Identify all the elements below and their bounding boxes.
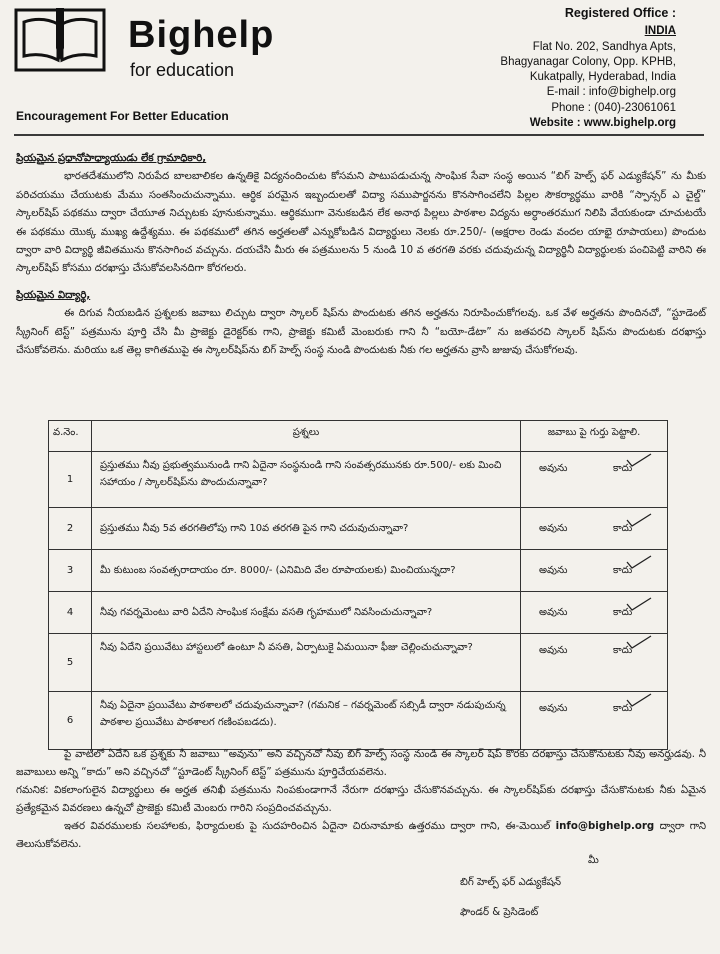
- office-phone: Phone : (040)-23061061: [551, 101, 676, 114]
- address-line: Bhagyanagar Colony, Opp. KPHB,: [500, 55, 676, 68]
- row-number: 1: [49, 452, 92, 508]
- answer-no[interactable]: కాదు: [613, 703, 633, 714]
- sig-organization: బిగ్ హెల్ప్ ఫర్ ఎడ్యుకేషన్: [460, 877, 562, 888]
- check-mark-icon: [625, 692, 653, 708]
- table-row: [49, 634, 668, 692]
- brand-subtitle: for education: [130, 60, 235, 80]
- table-row: [49, 592, 668, 634]
- row-question: ప్రస్తుతము నీవు ప్రభుత్వమునుండి గాని ఏదైనా సంస్థనుండి గాని సంవత్సరమునకు రూ.500/- లకు మించి సహాయం / స్కాలర్‌షిప్‌ను పొందుచున్నావా?: [92, 452, 521, 508]
- answer-no[interactable]: కాదు: [613, 565, 633, 576]
- table-row: [49, 692, 668, 750]
- brand-name: Bighelp: [128, 14, 275, 56]
- letter-paragraph-1: భారతదేశములోని నిరుపేద బాలబాలికల ఉన్నతికై విద్యనందించుట కోసమని పాటుపడుచున్న సాంఘిక సేవా సంస్థ అయిన “బిగ్ హెల్ప్ ఫర్ ఎడ్యుకేషన్” ను మీకు పరిచయము చేయుటకు మేము సంతసించుచున్నాము. ఆర్థిక పరమైన ఇబ్బందులతో విద్యా సముపార్జనను కొనసాగించలేని పిల్లల సౌకర్యార్థము వారికి “స్పాన్సర్ ఎ చైల్డ్” స్కాలర్‌షిప్ పథకము ద్వారా చేయూత నిచ్చుటకు పూనుకున్నాము. ఆర్థికముగా వెనుకబడిన లేక అనాథ పిల్లలు పాఠశాల విద్యను అర్ధాంతరముగ నిలిపి వేయకుండా చూచుటయే ఈ పథకము యొక్క ముఖ్య ఉద్దేశ్యము. ఈ పథకములో తగిన అర్హతలతో ఎన్నుకోబడిన విద్యార్థులు నెలకు రూ.250/- (అక్షరాల రెండు వందల యాభై రూపాయలు) పొందుట ద్వారా వారి విద్యార్థి జీవితమును కొనసాగించ వచ్చును. దయచేసి మీరు ఈ పత్రములను 5 నుండి 10 వ తరగతి వరకు చదువుచున్న విద్యార్థినీ విద్యార్థులకు పంచిపెట్టి వారిని ఈ స్కాలర్‌షిప్ కోసము దరఖాస్తు చేసుకోవలసినదిగా కోరగలరు.: [16, 171, 706, 275]
- sig-designation: ఫౌండర్ & ప్రెసిడెంట్: [460, 907, 539, 918]
- office-title: Registered Office :: [564, 6, 676, 20]
- answer-cell: [521, 452, 668, 508]
- footer-contact: [16, 818, 706, 854]
- answer-yes[interactable]: అవును: [539, 463, 568, 474]
- row-question: నీవు ఏదేని ప్రయివేటు హాస్టలులో ఉంటూ నీ వసతి, ఏర్పాటుకై ఏమయినా ఫీజు చెల్లించుచున్నావా?: [92, 634, 521, 692]
- sig-yours: మీ: [588, 855, 599, 866]
- office-email: E-mail : info@bighelp.org: [546, 86, 676, 99]
- table-row: [49, 508, 668, 550]
- header-divider: [14, 134, 704, 136]
- header-questions: ప్రశ్నలు: [92, 421, 521, 452]
- row-number: 3: [49, 550, 92, 592]
- tagline: Encouragement For Better Education: [16, 109, 229, 123]
- answer-no[interactable]: కాదు: [613, 645, 633, 656]
- table-header-row: [49, 421, 668, 452]
- answer-yes[interactable]: అవును: [539, 523, 568, 534]
- answer-yes[interactable]: అవును: [539, 607, 568, 618]
- answer-yes[interactable]: అవును: [539, 565, 568, 576]
- footer-note: గమనిక: వికలాంగులైన విద్యార్థులు ఈ అర్హత తనిఖీ పత్రమును నింపకుండాగానే నేరుగా దరఖాస్తు చేసుకొనవచ్చును. ఈ స్కాలర్‌షిప్‌కు దరఖాస్తు చేసుకొనుటకు నీకు ఏమైన ప్రత్యేకమైన వివరణలు ఉన్నచో ప్రాజెక్టు కమిటీ మెంబరు గారిని సంప్రదించవచ్చును.: [16, 785, 706, 814]
- contact-email-link[interactable]: info@bighelp.org: [555, 821, 655, 832]
- letter-body: [16, 150, 706, 360]
- salutation-student: ప్రియమైన విద్యార్థి,: [16, 289, 91, 301]
- eligibility-table: [48, 420, 668, 750]
- row-number: 4: [49, 592, 92, 634]
- answer-cell: [521, 634, 668, 692]
- check-mark-icon: [625, 554, 653, 570]
- row-number: 5: [49, 634, 92, 692]
- header-answer: జవాబు పై గుర్తు పెట్టాలి.: [521, 421, 668, 452]
- answer-cell: [521, 692, 668, 750]
- office-country: INDIA: [644, 25, 676, 38]
- footer-paragraph-1: పై వాటిలో ఏదేని ఒక ప్రశ్నకు నీ జవాబు “అవును” అని వచ్చినచో నీవు బిగ్ హెల్ప్ సంస్థ నుండి ఈ స్కాలర్ షిప్ కొరకు దరఖాస్తు చేసుకొనుటకు నీవు అనర్హుడవు. నీ జవాబులు అన్ని “కాదు” అని వచ్చినచో “స్టూడెంట్ స్క్రీనింగ్ టెస్ట్” పత్రమును పూర్తిచేయవలెను.: [16, 749, 706, 778]
- footer-contact-text: ఇతర వివరములకు సలహాలకు, ఫిర్యాదులకు పై సుదహరించిన ఏదైనా చిరునామాకు ఉత్తరము ద్వారా గాని, ఈ-మెయిల్: [64, 821, 551, 832]
- answer-no[interactable]: కాదు: [613, 463, 633, 474]
- table-row: [49, 452, 668, 508]
- check-mark-icon: [625, 596, 653, 612]
- answer-cell: [521, 592, 668, 634]
- check-mark-icon: [625, 512, 653, 528]
- address-line: Flat No. 202, Sandhya Apts,: [532, 40, 676, 53]
- header-serial: వ.నెం.: [49, 421, 92, 452]
- address-line: Kukatpally, Hyderabad, India: [529, 71, 676, 84]
- row-question: మీ కుటుంబ సంవత్సరాదాయం రూ. 8000/- (ఎనిమిది వేల రూపాయలకు) మించియున్నదా?: [92, 550, 521, 592]
- footer-contact-suffix: ద్వారా గాని తెలుసుకోవలెను.: [16, 821, 706, 850]
- signature-block: [460, 850, 599, 924]
- row-question: ప్రస్తుతము నీవు 5వ తరగతిలోపు గాని 10వ తరగతి పైన గాని చదువుచున్నావా?: [92, 508, 521, 550]
- table-row: [49, 550, 668, 592]
- row-question: నీవు గవర్నమెంటు వారి ఏదేని సాంఘిక సంక్షేమ వసతి గృహములో నివసించుచున్నావా?: [92, 592, 521, 634]
- answer-no[interactable]: కాదు: [613, 523, 633, 534]
- letter-footer: [16, 746, 706, 854]
- answer-cell: [521, 508, 668, 550]
- office-website: Website : www.bighelp.org: [529, 117, 676, 130]
- answer-no[interactable]: కాదు: [613, 607, 633, 618]
- letter-paragraph-2: ఈ దిగువ నీయబడిన ప్రశ్నలకు జవాబు లిచ్చుట ద్వారా స్కాలర్ షిప్‌ను పొందుటకు తగిన అర్హతను నిరూపించుకోగలవు. ఒక వేళ అర్హతను పొందినచో, “స్టూడెంట్ స్క్రీనింగ్ టెస్ట్” పత్రమును పూర్తి చేసి మీ ప్రాజెక్టు డైరెక్టర్‌కు గాని, ప్రాజెక్టు కమిటీ మెంబరుకు గాని నీ “బయో-డేటా” ను జతపరచి స్కాలర్ షిప్‌ను పొందుటకు దరఖాస్తు చేసుకోవలెను. మరియు ఒక తెల్ల కాగితముపై ఈ స్కాలర్‌షిప్‌ను బిగ్ హెల్ప్ సంస్థ నుండి పొందుటకు నీకు గల అర్హతను వ్రాసి జుజువు చేసుకోగలవు.: [16, 308, 706, 357]
- row-number: 6: [49, 692, 92, 750]
- bighelp-logo-icon: [14, 8, 106, 72]
- answer-yes[interactable]: అవును: [539, 703, 568, 714]
- row-number: 2: [49, 508, 92, 550]
- row-question: నీవు ఏదైనా ప్రయివేటు పాఠశాలలో చదువుచున్నావా? (గమనిక – గవర్నమెంట్ సబ్సిడీ ద్వారా నడుపుచున్న పాఠశాల ప్రయివేటు పాఠశాలగ గణింపబడదు).: [92, 692, 521, 750]
- answer-cell: [521, 550, 668, 592]
- answer-yes[interactable]: అవును: [539, 645, 568, 656]
- check-mark-icon: [625, 634, 653, 650]
- check-mark-icon: [625, 452, 653, 468]
- registered-office: [500, 6, 676, 131]
- salutation-headmaster: ప్రియమైన ప్రధానోపాధ్యాయుడు లేక గ్రామాధికారి,: [16, 153, 207, 164]
